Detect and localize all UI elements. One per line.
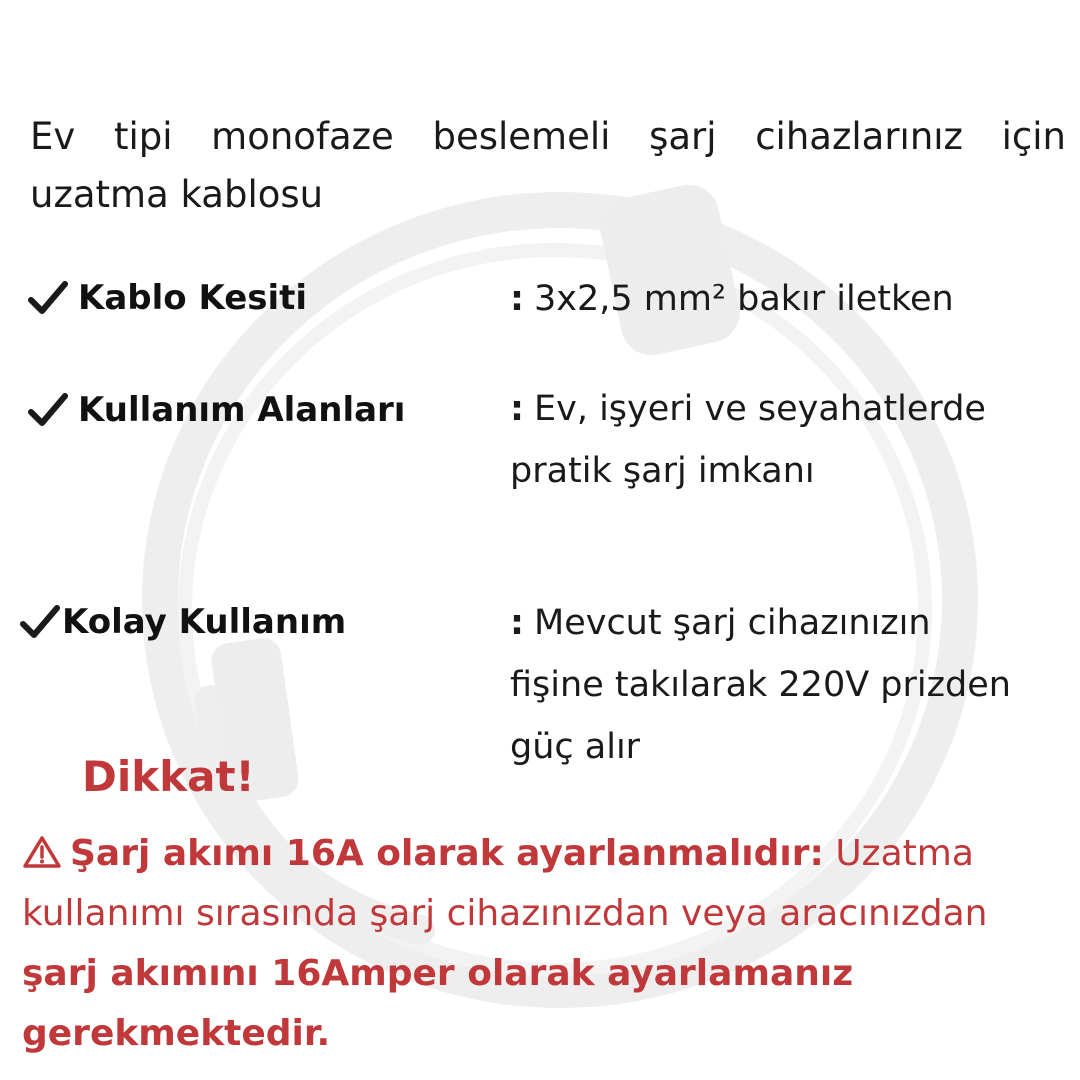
feature-label-kolay-kullanim	[20, 602, 346, 642]
warning-body	[22, 824, 1062, 1064]
check-icon	[28, 392, 68, 428]
check-icon	[28, 280, 68, 316]
feature-label-text: Kablo Kesiti	[78, 278, 308, 318]
colon: :	[510, 279, 524, 319]
feature-value-kullanim-alanlari	[510, 378, 1020, 502]
intro-line-2: uzatma kablosu	[30, 173, 324, 216]
warning-title: Dikkat!	[82, 752, 255, 801]
feature-value-kolay-kullanim	[510, 592, 1020, 778]
feature-value-text: 3x2,5 mm² bakır iletken	[534, 279, 954, 319]
colon: :	[510, 603, 524, 643]
feature-label-text: Kullanım Alanları	[78, 390, 406, 430]
feature-value-text: Ev, işyeri ve seyahatlerde pratik şarj imkanı	[510, 389, 986, 491]
feature-label-kullanim-alanlari	[28, 390, 405, 430]
colon: :	[510, 389, 524, 429]
feature-value-text: Mevcut şarj cihazınızın fişine takılarak 220V prizden güç alır	[510, 603, 1011, 767]
feature-label-text: Kolay Kullanım	[62, 602, 347, 642]
warning-bold-2: şarj akımını 16Amper olarak ayarlamanız gerekmektedir.	[22, 953, 854, 1054]
warning-text-1: Uzatma kullanımı sırasında şarj cihazınızdan veya aracınızdan	[22, 833, 988, 934]
check-icon	[20, 604, 60, 640]
feature-label-kablo-kesiti	[28, 278, 307, 318]
intro-text	[30, 108, 1066, 224]
intro-line-1: Ev tipi monofaze beslemeli şarj cihazlarınız için	[30, 115, 1066, 158]
warning-triangle-icon	[22, 828, 62, 862]
feature-value-kablo-kesiti	[510, 268, 1040, 330]
warning-bold-1: Şarj akımı 16A olarak ayarlanmalıdır:	[70, 833, 824, 874]
